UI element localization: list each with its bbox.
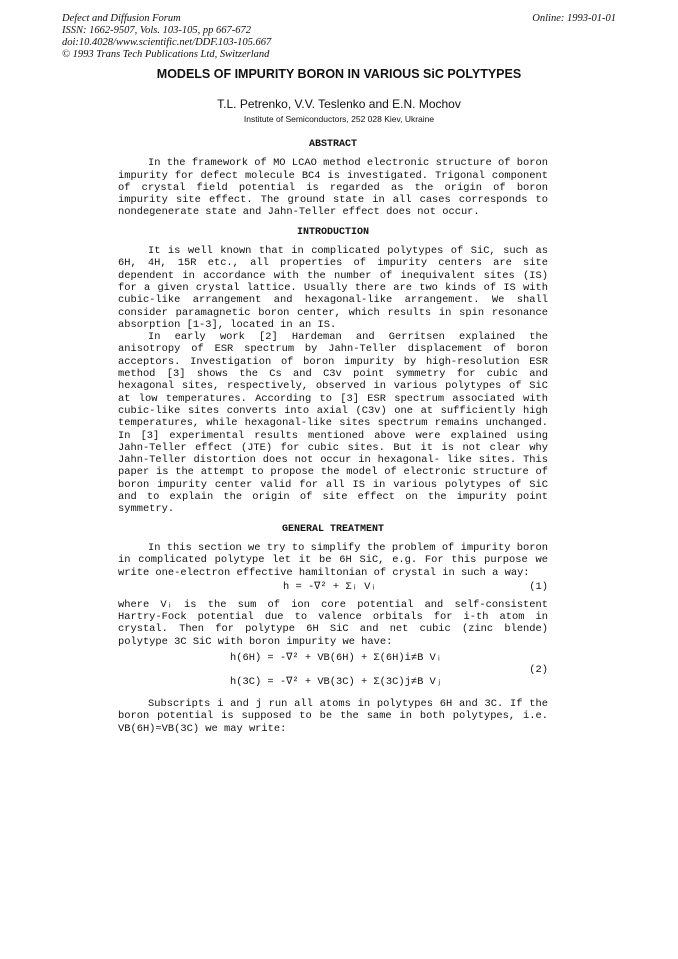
affiliation: Institute of Semiconductors, 252 028 Kiev, Ukraine <box>243 114 435 124</box>
issn-line: ISSN: 1662-9507, Vols. 103-105, pp 667-672 <box>62 25 251 36</box>
general-paragraph-1: In this section we try to simplify the problem of impurity boron in complicated polytype let it be 6H SiC, e.g. For this purpose we write one-electron effective hamiltonian of crystal in such a way: <box>118 541 548 579</box>
introduction-heading: INTRODUCTION <box>296 226 369 238</box>
equation-2-line-3c: h(3C) = -∇² + VB(3C) + Σ(3C)j≠B Vⱼ <box>230 675 443 688</box>
general-paragraph-3: Subscripts i and j run all atoms in polytypes 6H and 3C. If the boron potential is supposed to be the same in both polytypes, i.e. VB(6H)≈VB(3C) we may write: <box>118 697 548 735</box>
abstract-text: In the framework of MO LCAO method electronic structure of boron impurity for defect molecule BC4 is investigated. Trigonal component of crystal field potential is regarded as the origin of boron impurity site effect. The ground state in all cases corresponds to nondegenerate state and Jahn-Teller effect does not occur. <box>118 157 548 219</box>
equation-1 <box>118 581 548 597</box>
general-paragraph-2: where Vᵢ is the sum of ion core potential and self-consistent Hartry-Fock potential due to valence orbitals for i-th atom in crystal. Then for polytype 6H SiC and net cubic (zinc blende) polytype 3C SiC with boron impurity we have: <box>118 598 548 648</box>
journal-name: Defect and Diffusion Forum <box>62 13 181 24</box>
online-date: Online: 1993-01-01 <box>532 13 616 24</box>
general-treatment-heading: GENERAL TREATMENT <box>281 523 385 535</box>
equation-2-number: (2) <box>529 663 548 676</box>
equation-1-number: (1) <box>529 580 548 593</box>
abstract-heading: ABSTRACT <box>308 139 357 150</box>
authors: T.L. Petrenko, V.V. Teslenko and E.N. Mochov <box>217 97 461 111</box>
equation-2-line-6h: h(6H) = -∇² + VB(6H) + Σ(6H)i≠B Vᵢ <box>230 651 443 664</box>
doi-line: doi:10.4028/www.scientific.net/DDF.103-105.667 <box>62 37 272 48</box>
copyright-line: © 1993 Trans Tech Publications Ltd, Switzerland <box>62 49 270 60</box>
paper-title: MODELS OF IMPURITY BORON IN VARIOUS SiC POLYTYPES <box>156 67 522 81</box>
intro-paragraph-2: In early work [2] Hardeman and Gerritsen explained the anisotropy of ESR spectrum by Jahn-Teller displacement of boron acceptors. Investigation of boron impurity by high-resolution ESR method [3] shows the Cs and C3v point symmetry for cubic and hexagonal sites, respectively, observed in various polytypes of SiC at low temperatures. According to [3] ESR spectrum associated with cubic-like sites converts into axial (C3v) one at sufficiently high temperatures, while hexagonal-like sites spectrum remains unchanged. In [3] experimental results mentioned above were explained using Jahn-Teller effect (JTE) for cubic sites. But it is not clear why Jahn-Teller distortion does not occur in hexagonal- like sites. This paper is the attempt to propose the model of electronic structure of boron impurity center valid for all IS in various polytypes of SiC and to explain the origin of site effect on the impurity point symmetry. <box>118 331 548 516</box>
equation-1-body: h = -∇² + Σᵢ Vᵢ <box>283 580 377 593</box>
journal-header <box>62 13 616 61</box>
equation-2 <box>118 650 548 696</box>
intro-paragraph-1: It is well known that in complicated polytypes of SiC, such as 6H, 4H, 15R etc., all properties of impurity centers are site dependent in accordance with the number of inequivalent sites (IS) for a given crystal lattice. Usually there are two kinds of IS with cubic-like arrangement and hexagonal-like arrangement. We shall consider paramagnetic boron center, which results in spin resonance absorption [1-3], located in an IS. <box>118 245 548 331</box>
paper-body <box>118 131 548 735</box>
